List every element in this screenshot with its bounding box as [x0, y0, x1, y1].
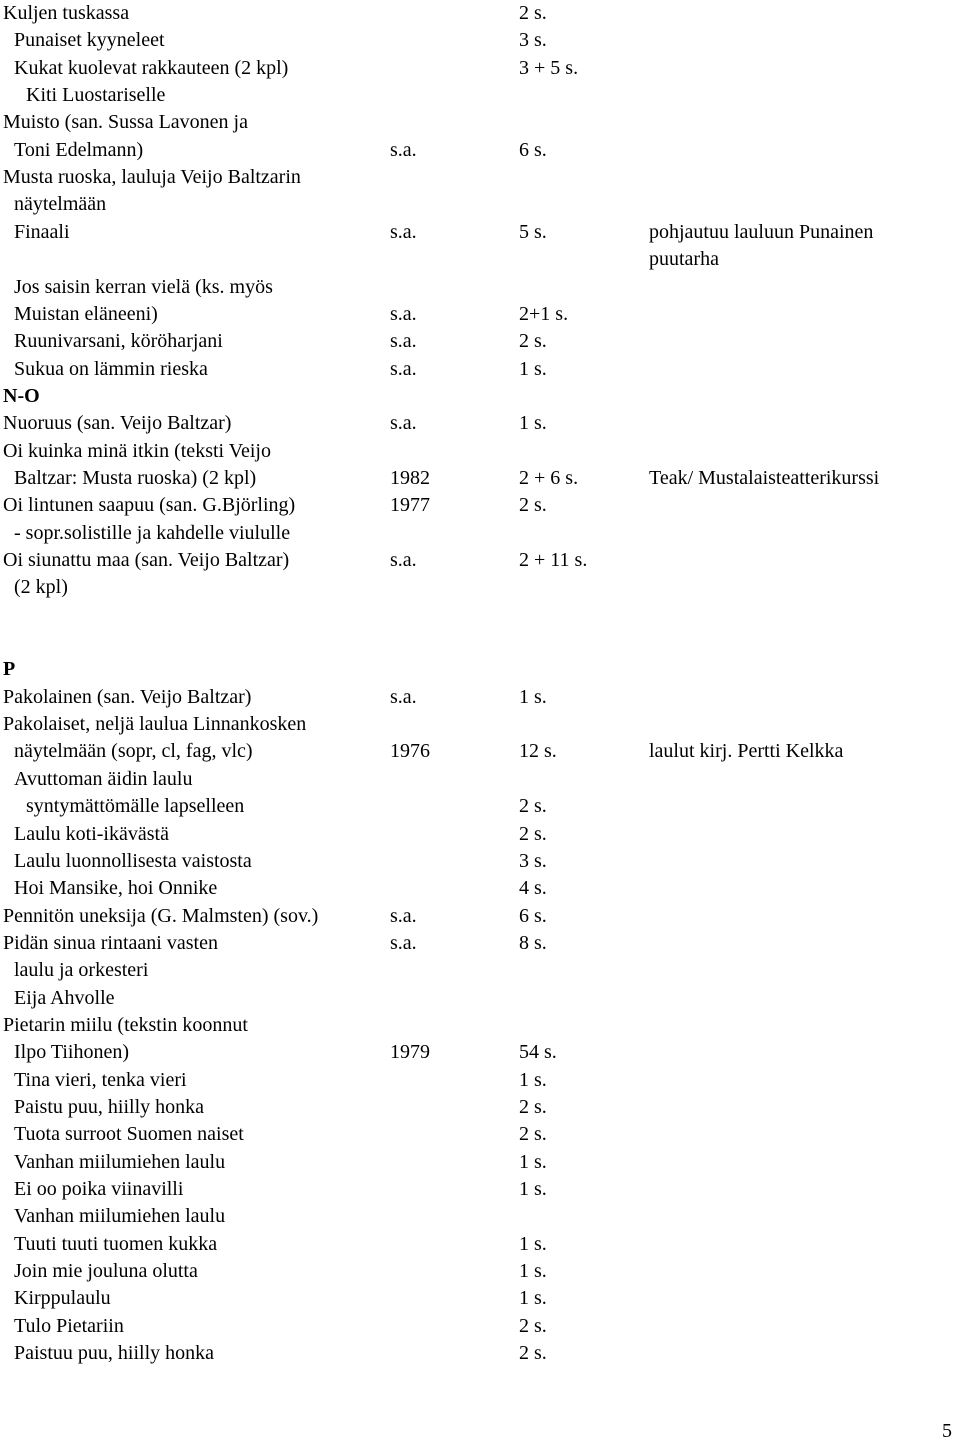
- work-row: [0, 629, 960, 656]
- work-row: [0, 27, 960, 54]
- work-duration: 1 s.: [519, 1287, 547, 1310]
- work-duration: 3 s.: [519, 29, 547, 52]
- work-row: [0, 711, 960, 738]
- work-row: [0, 903, 960, 930]
- work-row: [0, 109, 960, 136]
- work-year: s.a.: [390, 931, 417, 954]
- work-row: [0, 766, 960, 793]
- work-title: Punaiset kyyneleet: [14, 29, 165, 52]
- work-duration: 5 s.: [519, 220, 547, 243]
- work-title: Paistu puu, hiilly honka: [14, 1096, 204, 1118]
- work-row: [0, 656, 960, 683]
- work-row: [0, 219, 960, 246]
- work-row: [0, 821, 960, 848]
- work-title: N-O: [3, 384, 40, 407]
- work-row: [0, 0, 960, 27]
- work-title: Kiti Luostariselle: [26, 84, 166, 107]
- work-title: laulu ja orkesteri: [14, 959, 149, 982]
- work-row: [0, 957, 960, 984]
- work-row: [0, 246, 960, 273]
- work-title: Paistuu puu, hiilly honka: [14, 1342, 214, 1365]
- work-row: [0, 1121, 960, 1148]
- work-duration: 3 + 5 s.: [519, 56, 579, 79]
- work-row: [0, 55, 960, 82]
- work-duration: 1 s.: [519, 1232, 547, 1255]
- work-duration: 1 s.: [519, 412, 547, 435]
- work-title: Jos saisin kerran vielä (ks. myös: [14, 275, 273, 298]
- work-year: s.a.: [390, 302, 417, 325]
- work-title: Tuuti tuuti tuomen kukka: [14, 1232, 218, 1255]
- work-title: Kuljen tuskassa: [3, 2, 130, 24]
- work-title: Pakolainen (san. Veijo Baltzar): [3, 685, 252, 708]
- work-title: Hoi Mansike, hoi Onnike: [14, 877, 218, 900]
- work-title: Pietarin miilu (tekstin koonnut: [3, 1013, 248, 1036]
- work-title: Toni Edelmann): [14, 138, 144, 161]
- work-row: [0, 1149, 960, 1176]
- work-title: Muisto (san. Sussa Lavonen ja: [3, 111, 248, 134]
- work-duration: 2 s.: [519, 1123, 547, 1146]
- work-note: laulut kirj. Pertti Kelkka: [649, 740, 844, 763]
- work-row: [0, 1285, 960, 1312]
- work-title: näytelmään: [14, 193, 107, 216]
- work-duration: 6 s.: [519, 138, 547, 161]
- work-year: s.a.: [390, 549, 417, 571]
- work-duration: 54 s.: [519, 1041, 557, 1064]
- work-row: [0, 875, 960, 902]
- work-row: [0, 848, 960, 875]
- work-title: Sukua on lämmin rieska: [14, 357, 208, 380]
- work-row: [0, 1176, 960, 1203]
- work-row: [0, 684, 960, 711]
- work-year: 1982: [390, 466, 430, 489]
- work-note: puutarha: [649, 248, 719, 271]
- work-row: [0, 1039, 960, 1066]
- work-row: [0, 137, 960, 164]
- work-title: Join mie jouluna olutta: [14, 1260, 198, 1283]
- work-row: [0, 1313, 960, 1340]
- work-row: [0, 164, 960, 191]
- work-title: Avuttoman äidin laulu: [14, 767, 193, 790]
- work-duration: 12 s.: [519, 740, 557, 763]
- work-row: [0, 520, 960, 547]
- work-duration: 3 s.: [519, 849, 547, 872]
- work-duration: 1 s.: [519, 1068, 547, 1091]
- work-duration: 1 s.: [519, 1150, 547, 1173]
- work-row: [0, 82, 960, 109]
- work-year: s.a.: [390, 685, 417, 708]
- work-row: [0, 547, 960, 574]
- work-row: [0, 438, 960, 465]
- work-row: [0, 1094, 960, 1121]
- work-row: [0, 738, 960, 765]
- work-title: Ilpo Tiihonen): [14, 1041, 130, 1064]
- work-row: [0, 793, 960, 820]
- work-row: [0, 985, 960, 1012]
- work-title: Vanhan miilumiehen laulu: [14, 1150, 226, 1173]
- work-row: [0, 1258, 960, 1285]
- work-title: Eija Ahvolle: [14, 986, 115, 1009]
- work-row: [0, 1012, 960, 1039]
- work-duration: 2 s.: [519, 795, 547, 818]
- work-title: Oi lintunen saapuu (san. G.Björling): [3, 494, 296, 517]
- work-row: [0, 410, 960, 437]
- work-year: s.a.: [390, 357, 417, 380]
- work-title: Baltzar: Musta ruoska) (2 kpl): [14, 466, 257, 489]
- work-duration: 2+1 s.: [519, 302, 569, 325]
- work-row: [0, 574, 960, 601]
- work-row: [0, 930, 960, 957]
- work-duration: 1 s.: [519, 1178, 547, 1201]
- work-duration: 2 s.: [519, 1314, 547, 1337]
- work-year: s.a.: [390, 904, 417, 927]
- work-row: [0, 465, 960, 492]
- work-duration: 1 s.: [519, 357, 547, 380]
- work-title: Musta ruoska, lauluja Veijo Baltzarin: [3, 166, 301, 189]
- work-row: [0, 1203, 960, 1230]
- work-title: Finaali: [14, 220, 70, 243]
- work-year: 1976: [390, 740, 430, 763]
- work-title: Kukat kuolevat rakkauteen (2 kpl): [14, 56, 289, 79]
- work-duration: 2 s.: [519, 494, 547, 517]
- work-title: P: [3, 658, 16, 681]
- work-duration: 2 s.: [519, 330, 547, 353]
- work-duration: 2 s.: [519, 1096, 547, 1118]
- work-duration: 6 s.: [519, 904, 547, 927]
- work-year: s.a.: [390, 412, 417, 435]
- work-duration: 1 s.: [519, 1260, 547, 1283]
- work-title: Pennitön uneksija (G. Malmsten) (sov.): [3, 904, 319, 927]
- work-title: - sopr.solistille ja kahdelle viululle: [14, 521, 291, 544]
- work-duration: 2 + 11 s.: [519, 549, 588, 571]
- work-title: Pakolaiset, neljä laulua Linnankosken: [3, 713, 307, 736]
- work-duration: 2 s.: [519, 1342, 547, 1365]
- work-duration: 1 s.: [519, 685, 547, 708]
- work-title: Kirppulaulu: [14, 1287, 111, 1310]
- work-title: Nuoruus (san. Veijo Baltzar): [3, 412, 232, 435]
- work-row: [0, 602, 960, 629]
- work-duration: 8 s.: [519, 931, 547, 954]
- work-row: [0, 274, 960, 301]
- work-year: 1977: [390, 494, 430, 517]
- work-note: pohjautuu lauluun Punainen: [649, 220, 874, 243]
- work-title: Vanhan miilumiehen laulu: [14, 1205, 226, 1228]
- work-title: Oi kuinka minä itkin (teksti Veijo: [3, 439, 271, 462]
- work-row: [0, 383, 960, 410]
- work-duration: 2 s.: [519, 2, 547, 24]
- work-title: Tuota surroot Suomen naiset: [14, 1123, 244, 1146]
- work-year: 1979: [390, 1041, 430, 1064]
- work-title: Muistan eläneeni): [14, 302, 158, 325]
- work-row: [0, 1231, 960, 1258]
- work-title: Tulo Pietariin: [14, 1314, 124, 1337]
- work-row: [0, 356, 960, 383]
- work-title: Tina vieri, tenka vieri: [14, 1068, 187, 1091]
- work-year: s.a.: [390, 330, 417, 353]
- work-row: [0, 191, 960, 218]
- work-title: näytelmään (sopr, cl, fag, vlc): [14, 740, 253, 763]
- work-year: s.a.: [390, 138, 417, 161]
- work-note: Teak/ Mustalaisteatterikurssi: [649, 466, 880, 489]
- work-row: [0, 1340, 960, 1367]
- work-title: Laulu luonnollisesta vaistosta: [14, 849, 252, 872]
- work-duration: 2 s.: [519, 822, 547, 845]
- work-year: s.a.: [390, 220, 417, 243]
- work-title: Laulu koti-ikävästä: [14, 822, 169, 845]
- work-title: Ruunivarsani, köröharjani: [14, 330, 223, 353]
- work-duration: 2 + 6 s.: [519, 466, 579, 489]
- work-title: Oi siunattu maa (san. Veijo Baltzar): [3, 549, 290, 571]
- work-row: [0, 1067, 960, 1094]
- work-title: syntymättömälle lapselleen: [26, 795, 245, 818]
- work-title: Ei oo poika viinavilli: [14, 1178, 184, 1201]
- work-row: [0, 492, 960, 519]
- work-title: (2 kpl): [14, 576, 68, 599]
- work-title: Pidän sinua rintaani vasten: [3, 931, 218, 954]
- page-number: 5: [942, 1420, 952, 1442]
- work-row: [0, 301, 960, 328]
- work-row: [0, 328, 960, 355]
- work-duration: 4 s.: [519, 877, 547, 900]
